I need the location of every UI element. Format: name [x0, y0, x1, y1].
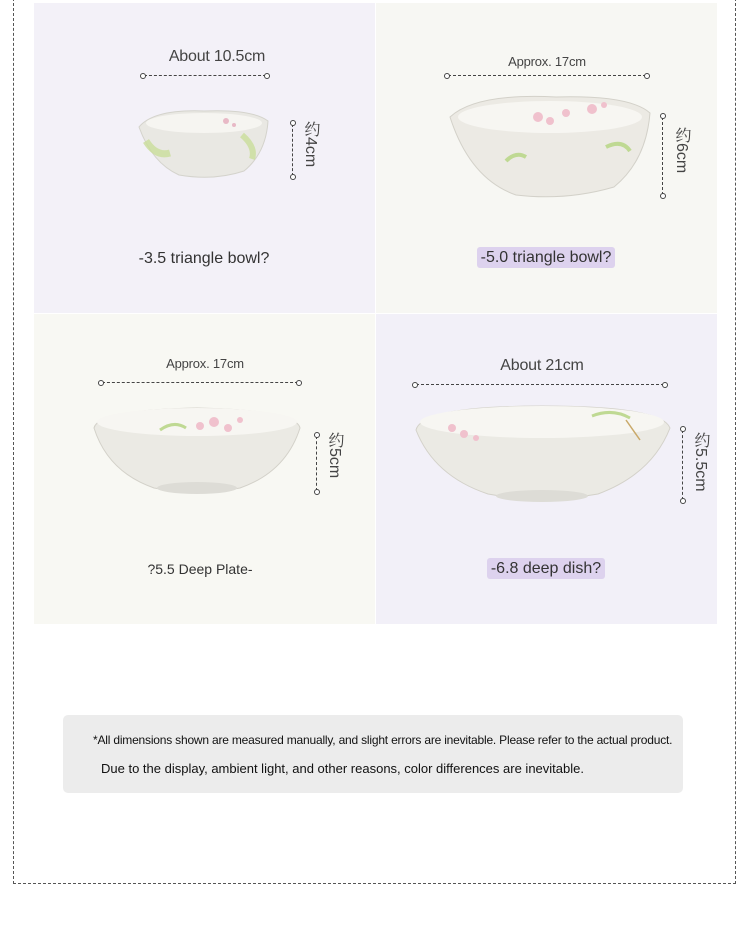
medium-triangle-bowl-image	[446, 91, 654, 203]
deep-plate-image	[90, 400, 304, 500]
deep-dish-image	[412, 400, 674, 508]
height-label: 约4cm	[302, 121, 319, 168]
product-card-small-triangle-bowl[interactable]	[34, 3, 375, 313]
height-label: 约5cm	[326, 432, 343, 479]
height-dimension-line	[682, 430, 683, 500]
height-dimension-line	[662, 117, 663, 195]
height-dimension-line	[292, 124, 293, 176]
product-card-deep-plate[interactable]	[34, 314, 375, 624]
width-label: About 10.5cm	[168, 48, 266, 65]
height-label: 约6cm	[673, 127, 690, 174]
color-disclaimer: Due to the display, ambient light, and other reasons, color differences are inevitable.	[101, 761, 584, 776]
small-triangle-bowl-image	[134, 103, 274, 185]
width-dimension-line	[144, 75, 266, 76]
width-label: Approx. 17cm	[166, 356, 244, 371]
product-name: -3.5 triangle bowl?	[138, 250, 270, 267]
width-label: Approx. 17cm	[508, 54, 586, 69]
product-grid	[34, 3, 718, 623]
height-dimension-line	[316, 436, 317, 491]
width-dimension-line	[448, 75, 646, 76]
measurement-disclaimer: *All dimensions shown are measured manually, and slight errors are inevitable. Please refer to the actual product.	[93, 733, 673, 747]
height-label: 约5.5cm	[692, 432, 709, 492]
width-dimension-line	[416, 384, 664, 385]
product-card-deep-dish[interactable]	[376, 314, 717, 624]
product-name: -5.0 triangle bowl?	[446, 249, 646, 267]
product-name: -6.8 deep dish?	[446, 560, 646, 578]
width-dimension-line	[102, 382, 298, 383]
width-label: About 21cm	[500, 357, 584, 374]
product-card-medium-triangle-bowl[interactable]	[376, 3, 717, 313]
disclaimer-note	[63, 715, 683, 793]
product-name: ?5.5 Deep Plate-	[147, 561, 253, 577]
